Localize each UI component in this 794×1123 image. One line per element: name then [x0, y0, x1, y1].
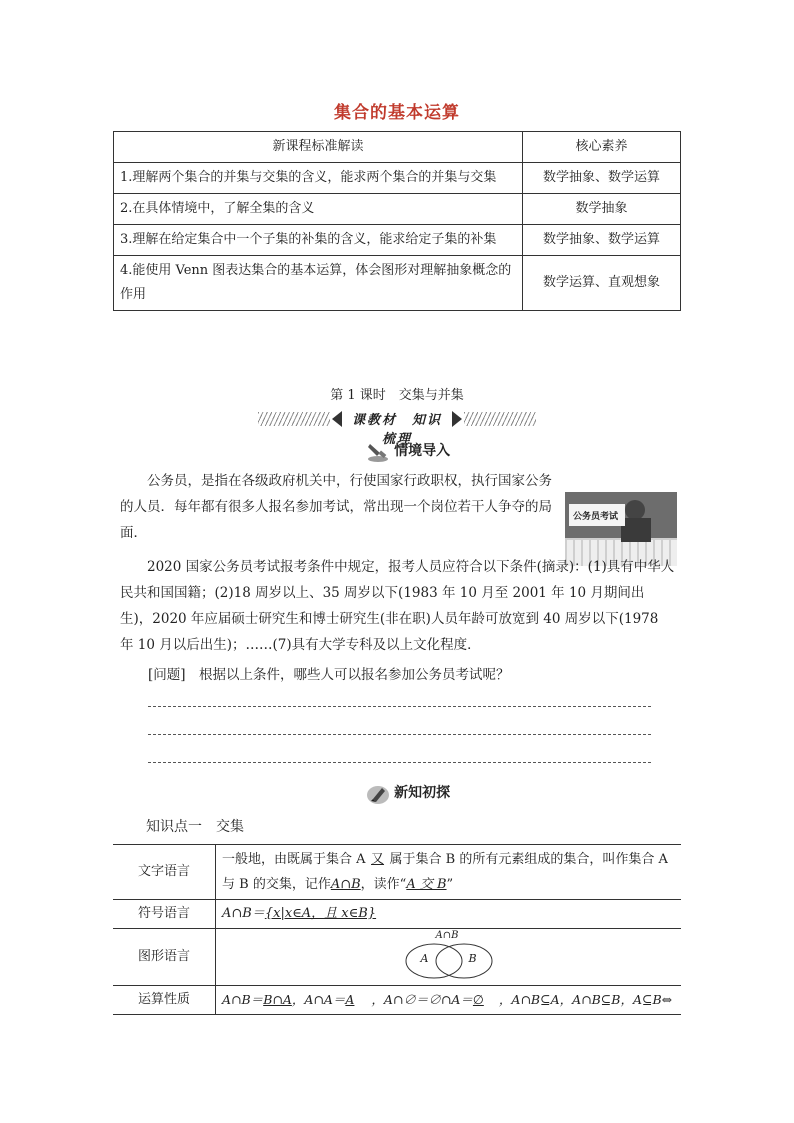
- venn-diagram: [404, 931, 494, 983]
- knowledge-point-title: 知识点一 交集: [146, 819, 244, 835]
- text-segment: 属于集合 B 的所有元素组成的集合，叫作集合 A 与 B 的交集，记作: [222, 852, 668, 892]
- answer-line: [148, 734, 651, 735]
- text-segment: ”: [446, 877, 454, 892]
- row-label: 运算性质: [113, 986, 216, 1015]
- literacy-text: 数学抽象: [523, 194, 681, 225]
- table-row: [113, 986, 681, 1015]
- standard-text: 4.能使用 Venn 图表达集合的基本运算，体会图形对理解抽象概念的作用: [114, 256, 523, 311]
- venn-top-label: A∩B: [435, 930, 459, 941]
- page-title: 集合的基本运算: [334, 103, 460, 123]
- blank-answer: {x|x∈A，且 x∈B}: [264, 906, 377, 921]
- text-segment: A∩B＝: [222, 992, 264, 1007]
- table-row: [114, 163, 681, 194]
- row-label: 文字语言: [113, 845, 216, 900]
- table-row: [114, 225, 681, 256]
- table-row: [113, 929, 681, 986]
- banner-hatch-right: [464, 412, 536, 426]
- shovel-icon: [366, 441, 390, 463]
- standard-text: 2.在具体情境中，了解全集的含义: [114, 194, 523, 225]
- blank-answer: A 交 B: [406, 877, 447, 892]
- text-segment: A∩B＝: [222, 906, 265, 921]
- table-row: [114, 256, 681, 311]
- row-label: 符号语言: [113, 900, 216, 929]
- properties-cell: [216, 986, 682, 1015]
- answer-line: [148, 706, 651, 707]
- new-knowledge-heading-text: 新知初探: [394, 785, 451, 801]
- banner-arrow-left-icon: [332, 411, 342, 427]
- standard-text: 1.理解两个集合的并集与交集的含义，能求两个集合的并集与交集: [114, 163, 523, 194]
- conditions-paragraph: 2020 国家公务员考试报考条件中规定，报考人员应符合以下条件(摘录)：(1)具有中华人民共和国国籍；(2)18 周岁以上、35 周岁以下(1983 年 10 月至 2001 年 10 月期间出生)，2020 年应届硕士研究生和博士研究生(非在职)人员年龄可放宽到 40 周岁以下(1978 年 10 月以后出生)；……(7)具有大学专科及以上文化程度．: [120, 559, 675, 653]
- blank-answer: A∩B: [330, 877, 361, 892]
- blank-answer: B∩A: [263, 992, 292, 1007]
- intersection-table: [113, 844, 681, 1015]
- lesson-title: 第 1 课时 交集与并集: [330, 388, 464, 403]
- text-segment: 一般地，由既属于集合 A: [222, 852, 366, 867]
- banner-text: 课教材 知识梳理: [351, 413, 442, 447]
- table-header-row: [114, 132, 681, 163]
- situation-heading-text: 情境导入: [394, 443, 451, 459]
- literacy-text: 数学抽象、数学运算: [523, 225, 681, 256]
- answer-line: [148, 762, 651, 763]
- table-row: [114, 194, 681, 225]
- text-segment: ，A∩A＝: [291, 992, 346, 1007]
- blank-answer: ∅: [472, 992, 484, 1007]
- banner-arrow-right-icon: [452, 411, 462, 427]
- blank-answer: A: [345, 992, 355, 1007]
- table-row: [113, 900, 681, 929]
- text-segment: ，A∩∅＝∅∩A＝: [371, 992, 473, 1007]
- situation-heading: [366, 440, 450, 463]
- graph-language-cell: [216, 929, 682, 986]
- venn-label-a: A: [420, 952, 429, 965]
- section-banner: [258, 409, 536, 447]
- table-row: [113, 845, 681, 900]
- header-standards: 新课程标准解读: [114, 132, 523, 163]
- curriculum-standards-table: [113, 131, 681, 311]
- photo-caption: 公务员考试: [573, 512, 619, 522]
- new-knowledge-heading: [366, 782, 450, 805]
- banner-hatch-left: [258, 412, 330, 426]
- question: [问题] 根据以上条件，哪些人可以报名参加公务员考试呢？: [148, 667, 510, 683]
- standard-text: 3.理解在给定集合中一个子集的补集的含义，能求给定子集的补集: [114, 225, 523, 256]
- text-language-cell: [216, 845, 682, 900]
- text-segment: ，A∩B⊆A，A∩B⊆B，A⊆B⇔: [498, 992, 673, 1007]
- literacy-text: 数学运算、直观想象: [523, 256, 681, 311]
- venn-label-b: B: [468, 952, 477, 965]
- pen-icon: [366, 783, 390, 805]
- blank-answer: 又: [371, 852, 385, 867]
- text-segment: ，读作“: [360, 877, 407, 892]
- row-label: 图形语言: [113, 929, 216, 986]
- literacy-text: 数学抽象、数学运算: [523, 163, 681, 194]
- intro-paragraph: 公务员，是指在各级政府机关中，行使国家行政职权，执行国家公务的人员．每年都有很多人报名参加考试，常出现一个岗位若干人争夺的局面．: [120, 473, 552, 541]
- header-literacy: 核心素养: [523, 132, 681, 163]
